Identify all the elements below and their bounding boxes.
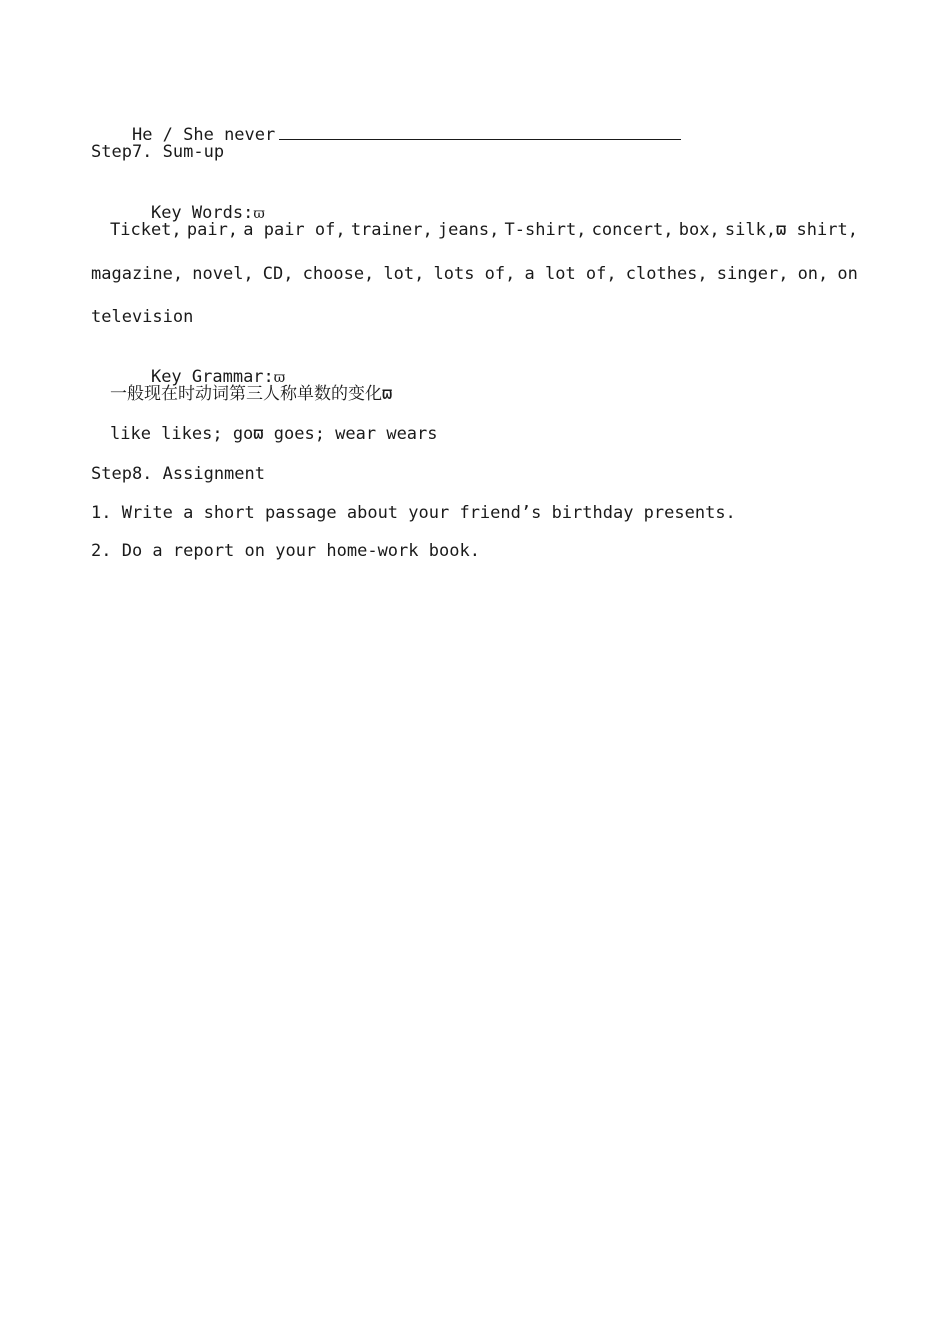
key-grammar-mark: ϖ (273, 370, 286, 386)
step7-title: Step7. Sum-up (91, 142, 225, 162)
word: on (837, 264, 858, 284)
word: silk,ϖ shirt, (724, 220, 858, 240)
key-words-mark: ϖ (253, 206, 265, 222)
word: a pair of, (243, 220, 346, 240)
word: pair, (186, 220, 239, 240)
word: on, (797, 264, 829, 284)
grammar-examples: like likes; goϖ goes; wear wears (110, 424, 438, 444)
step8-title: Step8. Assignment (91, 464, 265, 484)
key-grammar-label: Key Grammar: (150, 367, 274, 387)
answer-blank (279, 125, 681, 140)
word: jeans, (437, 220, 500, 240)
fill-in-prefix: He / She never (131, 125, 276, 145)
word: singer, (716, 264, 789, 284)
word: Ticket, (110, 220, 182, 240)
key-words-row-1 (110, 219, 858, 241)
word: choose, (302, 264, 375, 284)
key-words-label: Key Words: (150, 203, 254, 223)
word: magazine, (91, 264, 184, 284)
word: CD, (262, 264, 294, 284)
word: T-shirt, (504, 220, 587, 240)
word: lots of, (433, 264, 516, 284)
word: box, (678, 220, 720, 240)
word: lot, (383, 264, 425, 284)
assignment-item-1: 1. Write a short passage about your friend’s birthday presents. (91, 503, 736, 523)
word: novel, (192, 264, 254, 284)
assignment-item-2: 2. Do a report on your home-work book. (91, 541, 480, 561)
key-words-row-3: television (91, 307, 194, 327)
grammar-note: 一般现在时动词第三人称单数的变化ϖ (110, 384, 393, 404)
word: a lot of, (524, 264, 617, 284)
word: clothes, (625, 264, 708, 284)
word: concert, (591, 220, 674, 240)
word: trainer, (350, 220, 433, 240)
key-words-row-2 (91, 263, 858, 285)
